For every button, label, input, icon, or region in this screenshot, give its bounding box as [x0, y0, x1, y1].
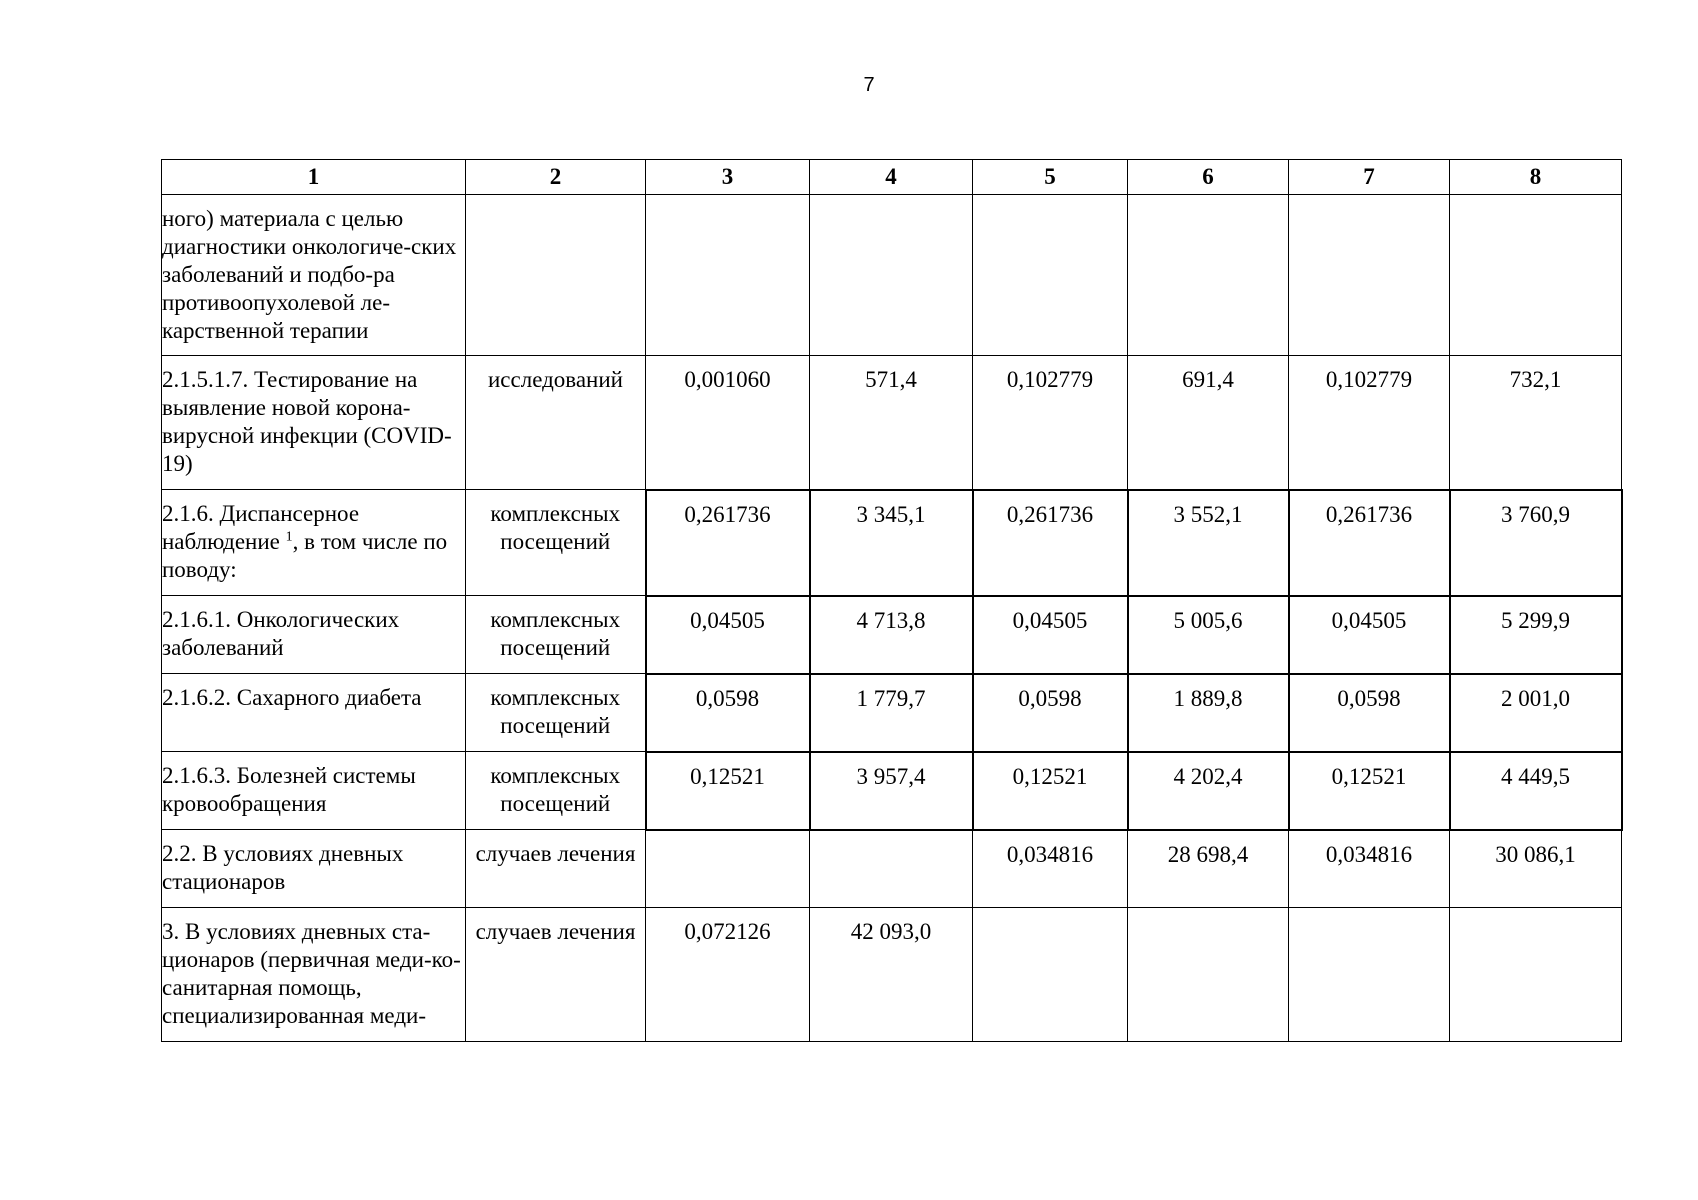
column-header-8: 8 [1450, 160, 1622, 195]
row-value-col8: 732,1 [1450, 356, 1622, 490]
footnote-marker: 1 [285, 529, 293, 545]
data-table [161, 159, 1623, 1042]
row-unit: комплексных посещений [466, 596, 646, 674]
table-row [162, 830, 1622, 908]
column-header-5: 5 [973, 160, 1128, 195]
column-header-4: 4 [810, 160, 973, 195]
row-value-col4: 1 779,7 [810, 674, 973, 752]
page-number: 7 [863, 74, 875, 96]
table-row [162, 908, 1622, 1042]
row-name: ного) материала с целью диагностики онкологиче-ских заболеваний и подбо-ра противоопухолевой ле-карственной терапии [162, 195, 466, 356]
row-value-col7: 0,12521 [1289, 752, 1450, 830]
row-value-col8: 2 001,0 [1450, 674, 1622, 752]
row-name: 2.1.6.3. Болезней системы кровообращения [162, 752, 466, 830]
table-row [162, 752, 1622, 830]
row-value-col8: 4 449,5 [1450, 752, 1622, 830]
row-value-col7: 0,261736 [1289, 490, 1450, 596]
row-value-col6: 691,4 [1128, 356, 1289, 490]
column-header-1: 1 [162, 160, 466, 195]
column-header-2: 2 [466, 160, 646, 195]
row-value-col5 [973, 195, 1128, 356]
row-value-col8: 3 760,9 [1450, 490, 1622, 596]
row-value-col8: 5 299,9 [1450, 596, 1622, 674]
row-value-col7 [1289, 908, 1450, 1042]
row-value-col4 [810, 830, 973, 908]
row-value-col5 [973, 908, 1128, 1042]
row-value-col5: 0,102779 [973, 356, 1128, 490]
row-value-col4: 3 957,4 [810, 752, 973, 830]
row-unit: комплексных посещений [466, 752, 646, 830]
row-unit: случаев лечения [466, 908, 646, 1042]
row-value-col6: 3 552,1 [1128, 490, 1289, 596]
row-value-col3: 0,0598 [646, 674, 810, 752]
row-unit: исследований [466, 356, 646, 490]
row-name-text-end: , в том числе по поводу: [162, 529, 448, 582]
row-value-col6: 28 698,4 [1128, 830, 1289, 908]
table-row [162, 356, 1622, 490]
row-value-col7: 0,0598 [1289, 674, 1450, 752]
row-name: 2.1.5.1.7. Тестирование на выявление новой корона-вирусной инфекции (COVID-19) [162, 356, 466, 490]
row-value-col6: 4 202,4 [1128, 752, 1289, 830]
row-value-col5: 0,12521 [973, 752, 1128, 830]
row-value-col8 [1450, 908, 1622, 1042]
row-value-col3: 0,001060 [646, 356, 810, 490]
row-value-col7: 0,04505 [1289, 596, 1450, 674]
row-name [162, 490, 466, 596]
row-value-col8: 30 086,1 [1450, 830, 1622, 908]
row-name: 2.2. В условиях дневных стационаров [162, 830, 466, 908]
row-name-text: 2.1.6. Диспансерное наблюдение [162, 501, 360, 554]
row-value-col3: 0,261736 [646, 490, 810, 596]
row-value-col6 [1128, 195, 1289, 356]
row-value-col5: 0,04505 [973, 596, 1128, 674]
row-unit: комплексных посещений [466, 674, 646, 752]
column-header-6: 6 [1128, 160, 1289, 195]
row-value-col3: 0,04505 [646, 596, 810, 674]
row-value-col4: 571,4 [810, 356, 973, 490]
row-value-col4: 4 713,8 [810, 596, 973, 674]
table-row [162, 490, 1622, 596]
table-row [162, 674, 1622, 752]
column-header-3: 3 [646, 160, 810, 195]
row-value-col7: 0,102779 [1289, 356, 1450, 490]
row-name: 3. В условиях дневных ста-ционаров (первичная меди-ко-санитарная помощь, специализированная меди- [162, 908, 466, 1042]
row-name: 2.1.6.1. Онкологических заболеваний [162, 596, 466, 674]
row-value-col6: 1 889,8 [1128, 674, 1289, 752]
table-row [162, 596, 1622, 674]
row-value-col3 [646, 830, 810, 908]
table-row [162, 195, 1622, 356]
row-unit [466, 195, 646, 356]
column-header-7: 7 [1289, 160, 1450, 195]
row-value-col8 [1450, 195, 1622, 356]
row-unit: случаев лечения [466, 830, 646, 908]
row-value-col4: 42 093,0 [810, 908, 973, 1042]
row-value-col6 [1128, 908, 1289, 1042]
row-value-col7: 0,034816 [1289, 830, 1450, 908]
row-value-col4 [810, 195, 973, 356]
row-value-col3: 0,072126 [646, 908, 810, 1042]
row-value-col3 [646, 195, 810, 356]
row-value-col4: 3 345,1 [810, 490, 973, 596]
row-value-col5: 0,0598 [973, 674, 1128, 752]
row-unit: комплексных посещений [466, 490, 646, 596]
row-value-col3: 0,12521 [646, 752, 810, 830]
row-value-col7 [1289, 195, 1450, 356]
row-value-col5: 0,261736 [973, 490, 1128, 596]
row-value-col5: 0,034816 [973, 830, 1128, 908]
row-value-col6: 5 005,6 [1128, 596, 1289, 674]
row-name: 2.1.6.2. Сахарного диабета [162, 674, 466, 752]
column-number-header-row [162, 160, 1622, 195]
